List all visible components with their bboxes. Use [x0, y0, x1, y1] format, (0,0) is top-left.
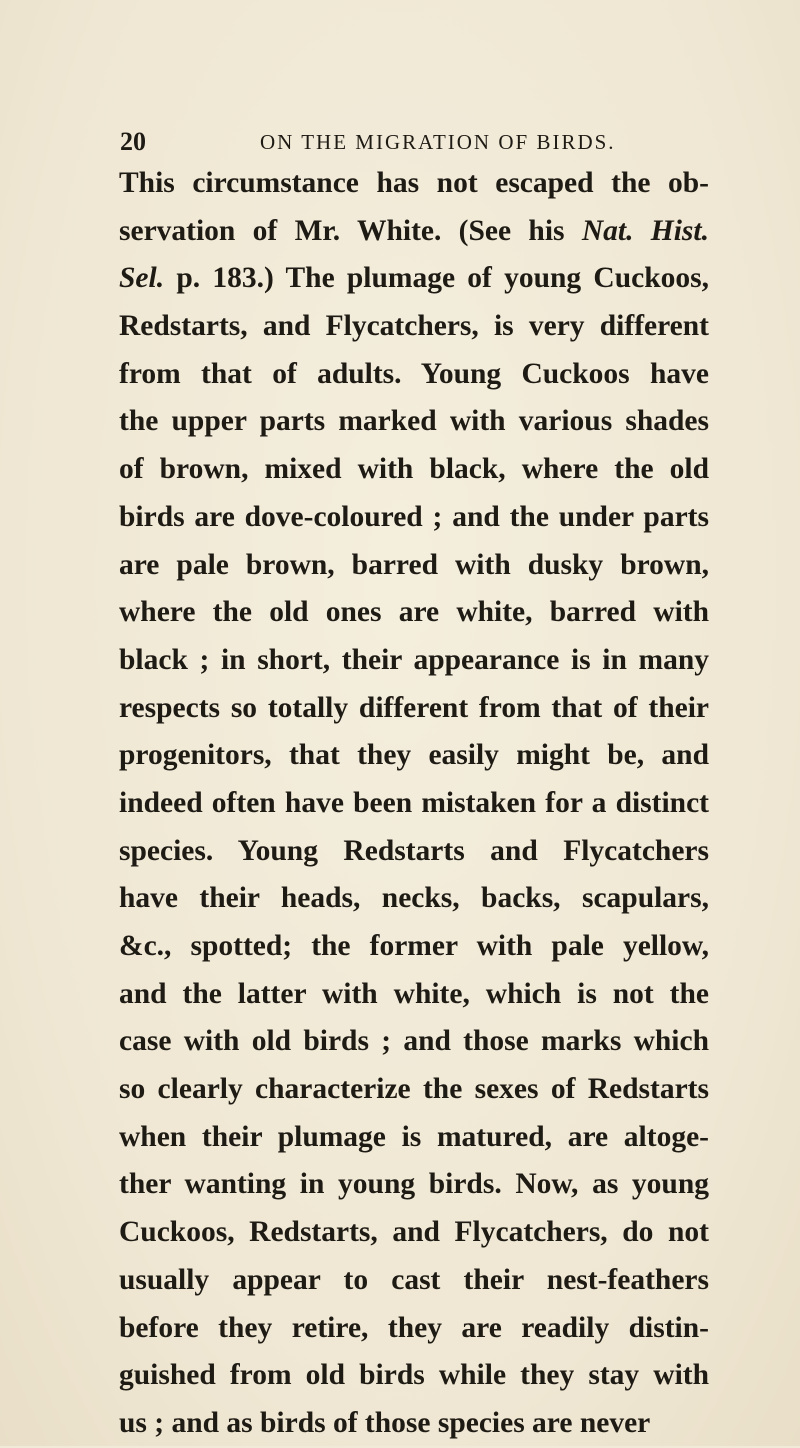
text-line: [119, 780, 709, 828]
body-text: [119, 160, 709, 1448]
text-line: [119, 637, 709, 685]
text-segment: indeed often have been mistaken for a distinct: [119, 786, 709, 819]
text-line: [119, 589, 709, 637]
text-segment: before they retire, they are readily distin-: [119, 1311, 709, 1344]
text-line: [119, 255, 709, 303]
text-line: [119, 494, 709, 542]
running-head: ON THE MIGRATION OF BIRDS.: [260, 130, 616, 154]
text-line: [119, 732, 709, 780]
text-segment: This circumstance has not escaped the ob-: [119, 167, 709, 199]
text-segment: Cuckoos, Redstarts, and Flycatchers, do not: [119, 1216, 709, 1249]
text-line: [119, 1400, 709, 1448]
text-segment: p. 183.) The plumage of young Cuckoos,: [164, 262, 709, 295]
text-line: [119, 1257, 709, 1305]
text-segment: respects so totally different from that of their: [119, 691, 709, 724]
text-segment: progenitors, that they easily might be, and: [119, 739, 709, 772]
italic-text-segment: Nat. Hist.: [581, 214, 709, 247]
text-segment: species. Young Redstarts and Flycatchers: [119, 834, 709, 867]
text-line: [119, 303, 709, 351]
text-line: [119, 542, 709, 590]
page-number: 20: [120, 127, 146, 156]
text-line: [119, 1114, 709, 1162]
text-segment: are pale brown, barred with dusky brown,: [119, 548, 709, 581]
text-segment: birds are dove-coloured ; and the under parts: [119, 500, 709, 533]
text-line: [119, 1352, 709, 1400]
text-line: [119, 685, 709, 733]
text-segment: have their heads, necks, backs, scapulars,: [119, 882, 709, 915]
text-segment: servation of Mr. White. (See his: [119, 214, 582, 247]
text-segment: from that of adults. Young Cuckoos have: [119, 357, 709, 390]
text-segment: guished from old birds while they stay with: [119, 1359, 709, 1392]
text-segment: us ; and as birds of those species are never: [119, 1406, 651, 1439]
text-segment: &c., spotted; the former with pale yellow,: [119, 930, 709, 962]
text-line: [119, 208, 709, 256]
text-line: [119, 1209, 709, 1257]
text-segment: of brown, mixed with black, where the old: [119, 453, 709, 486]
text-line: [119, 1018, 709, 1066]
text-segment: black ; in short, their appearance is in many: [119, 643, 709, 676]
text-line: [119, 1305, 709, 1353]
text-line: [119, 971, 709, 1019]
text-segment: usually appear to cast their nest-feathers: [119, 1263, 709, 1296]
text-line: [119, 923, 709, 971]
text-segment: case with old birds ; and those marks which: [119, 1025, 709, 1058]
text-segment: ther wanting in young birds. Now, as young: [119, 1168, 709, 1201]
text-line: [119, 875, 709, 923]
text-segment: when their plumage is matured, are altoge-: [119, 1120, 709, 1153]
text-line: [119, 446, 709, 494]
page-header: [120, 126, 680, 158]
text-line: [119, 351, 709, 399]
text-segment: Redstarts, and Flycatchers, is very different: [119, 310, 709, 343]
text-segment: where the old ones are white, barred with: [119, 596, 709, 629]
italic-text-segment: Sel.: [119, 262, 165, 295]
text-line: [119, 1066, 709, 1114]
text-line: [119, 160, 709, 208]
text-segment: the upper parts marked with various shades: [119, 405, 709, 438]
text-line: [119, 1161, 709, 1209]
text-line: [119, 398, 709, 446]
text-segment: so clearly characterize the sexes of Redstarts: [119, 1073, 709, 1106]
text-segment: and the latter with white, which is not the: [119, 977, 709, 1010]
text-line: [119, 828, 709, 876]
